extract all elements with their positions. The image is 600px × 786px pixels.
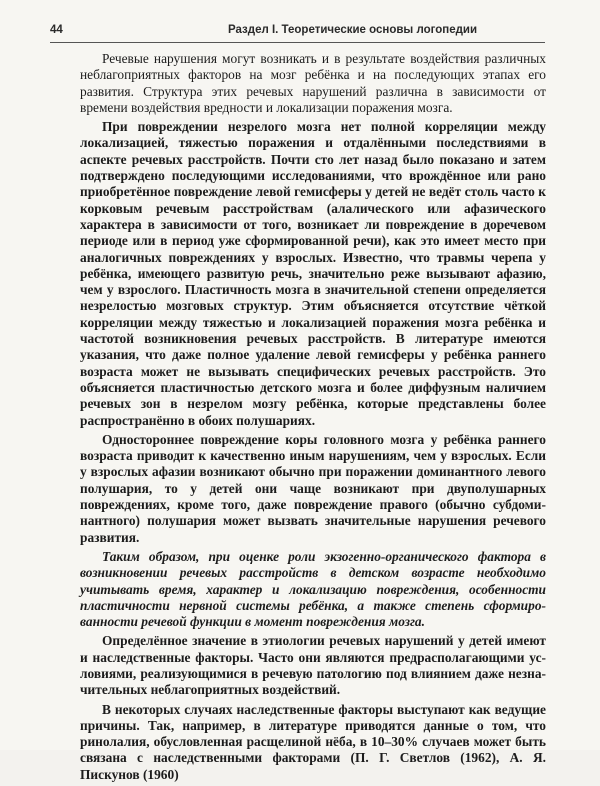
page-number: 44 bbox=[50, 24, 63, 36]
header-rule bbox=[50, 42, 545, 43]
paragraph-leading-causes: В некоторых случаях наследственные факторы выступают как ведущие причины. Так, например, в литературе приводятся данные о том, что ринолалия, обусловленная расщелиной нёба, в 10–30% случаев может быть связана с наследственными факторами (П. Г. Светлов (1962), А. Я. Пискунов (1960) bbox=[80, 701, 546, 782]
paragraph-conclusion: Таким образом, при оценке роли экзогенно-органического фактора в возникновении речевых расстройств в детском возрасте необходимо учитывать время, характер и локализацию повреждения, особенности пластичности нервной системы ребёнка, а также степень сформированности речевой функции в момент повреждения мозга. bbox=[80, 548, 546, 630]
section-title: Раздел I. Теоретические основы логопедии bbox=[228, 24, 478, 36]
paragraph-immature-brain: При повреждении незрелого мозга нет полной корреляции между локализацией, тяжестью поражения и отдалёнными последствиями в аспекте речевых расстройств. Почти сто лет назад было показано и затем подтверждено последующими исследованиями, что врождённое или рано приобретённое повреждение левой гемисферы у детей не ведёт столь часто к корковым речевым расстройствам (алалического или афазического характера в зависимости от того, возникает ли повреждение в доречевом периоде или в период уже сформированной речи), как это имеет место при аналогичных повреждениях у взрослых. Известно, что травмы черепа у ребёнка, имеющего развитую речь, значительно реже вызывают афазию, чем у взрослого. Пластичность мозга в значительной степени определяется незрелостью мозговых структур. Этим объясняется отсутствие чёткой корреляции между тяжестью и локализацией поражения мозга ребёнка и частотой возникновения речевых расстройств. В литературе имеются указания, что даже полное удаление левой гемисферы у ребёнка раннего возраста может не вызывать специфических речевых расстройств. Это объясняется пластичностью детского мозга и более диффузным наличием речевых зон в незрелом мозгу ребёнка, которые представлены более распространённо в обоих полушариях. bbox=[80, 119, 546, 428]
paragraph-speech-disorders-intro: Речевые нарушения могут возникать и в результате воздействия различных неблагоприятных факторов на мозг ребёнка и на последующих этапах его развития. Структура этих речевых нарушений различна в зависимости от времени воздействия вредности и локализации поражения мозга. bbox=[80, 51, 546, 115]
paragraph-hereditary-factors: Определённое значение в этиологии речевых нарушений у детей имеют и наследственные факторы. Часто они являются предрасполагающими условиями, реализующимися в речевую патологию под влиянием даже незначительных неблагоприятных воздействий. bbox=[80, 633, 546, 698]
body-text bbox=[80, 51, 546, 786]
running-header bbox=[50, 22, 545, 40]
paragraph-unilateral-damage: Одностороннее повреждение коры головного мозга у ребёнка раннего возраста приводит к качественно иным нарушениям, чем у взрослых. Если у взрослых афазии возникают обычно при поражении доминантного левого полушария, то у детей они чаще возникают при двуполушарных повреждениях, кроме того, даже повреждение правого (обычно субдоминантного) полушария может вызвать значительные нарушения речевого развития. bbox=[80, 431, 546, 545]
